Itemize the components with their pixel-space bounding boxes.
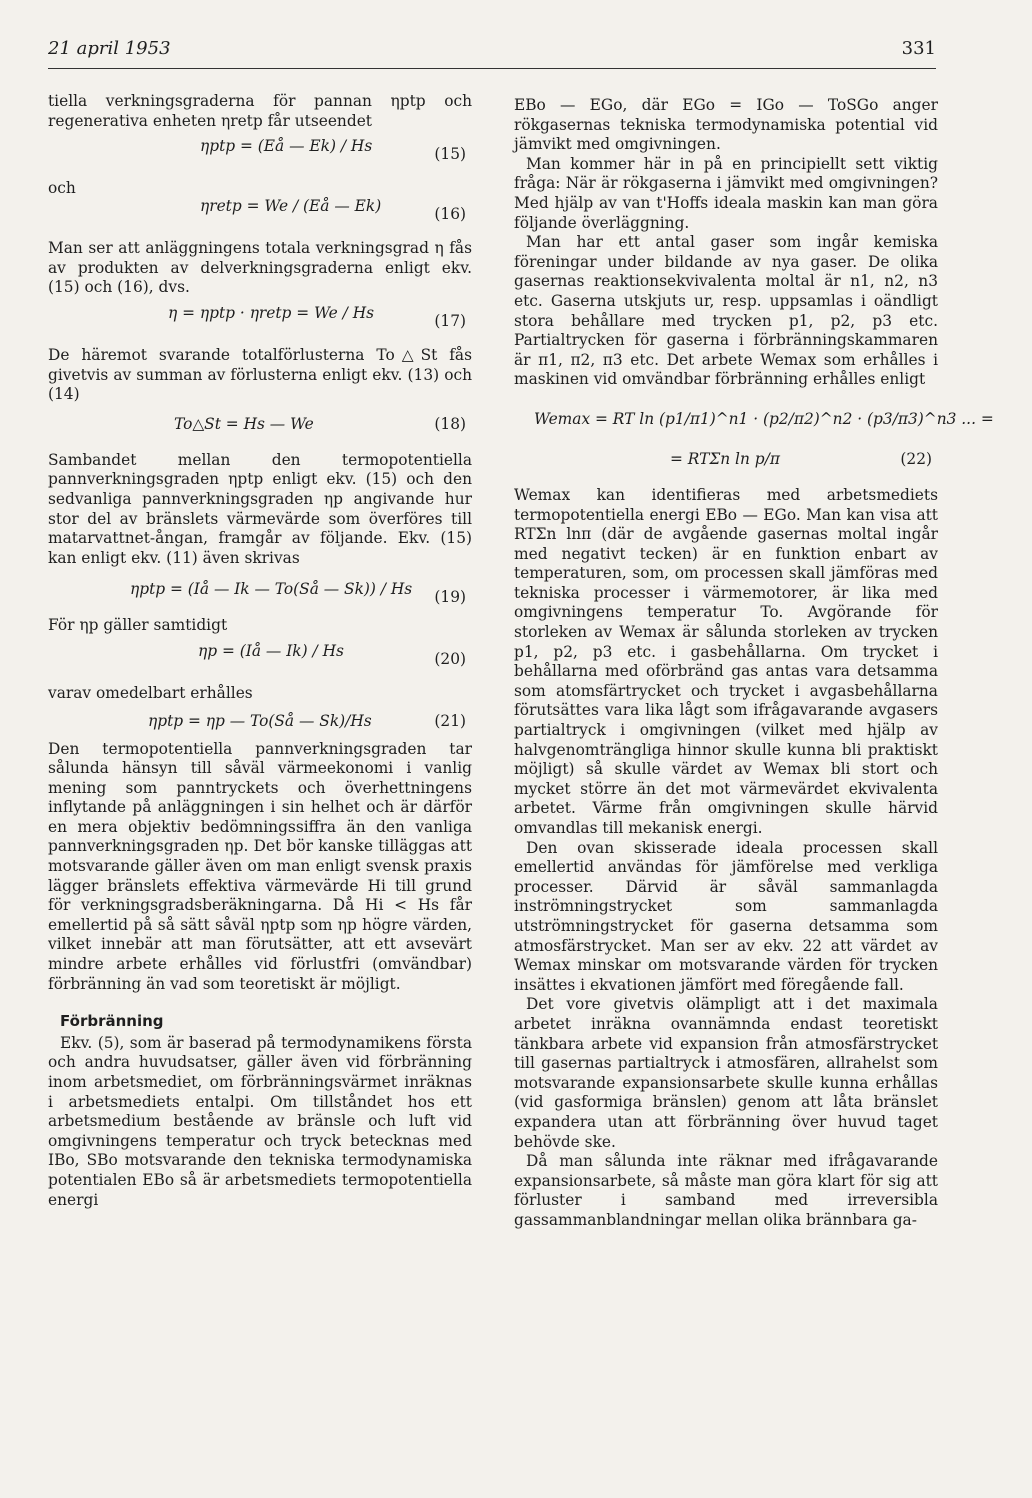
paragraph: Det vore givetvis olämpligt att i det maximala arbetet inräkna ovannämnda endast teoretiskt tänkbara arbete vid expansion från atmosfärstrycket till gasernas partialtryck i atmosfären, allrahelst som motsvarande expansionsarbete skulle kunna erhållas (vid gasformiga bränslen) genom att låta bränslet expandera utan att förbränning över huvud taget behövde ske. bbox=[514, 995, 938, 1151]
equation-22-line-2 bbox=[514, 444, 938, 484]
right-column bbox=[514, 96, 994, 1230]
equation-expression: η = ηptp · ηretp = We / Hs bbox=[168, 303, 375, 322]
equation-expression: To△St = Hs — We bbox=[174, 414, 314, 433]
equation-expression: ηptp = ηp — To(Så — Sk)/Hs bbox=[148, 711, 372, 730]
equation-number: (16) bbox=[434, 205, 466, 224]
paragraph: Då man sålunda inte räknar med ifrågavarande expansionsarbete, så måste man göra klart för sig att förluster i samband med irreversibla gassammanblandningar mellan olika brännbara ga- bbox=[514, 1152, 938, 1229]
paragraph: De häremot svarande totalförlusterna To△St fås givetvis av summan av förlusterna enligt ekv. (13) och (14) bbox=[48, 345, 472, 404]
paragraph: Man har ett antal gaser som ingår kemiska föreningar under bildande av nya gaser. De olika gasernas reaktionsekvivalenta moltal är n1, n2, n3 etc. Gaserna utskjuts ur, resp. uppsamlas i oändligt stora behållare med trycken p1, p2, p3 etc. Partialtrycken för gaserna i förbränningskammaren är π1, π2, π3 etc. Det arbete Wemax som erhålles i maskinen vid omvändbar förbränning erhålles enligt bbox=[514, 233, 938, 389]
section-heading: Förbränning bbox=[60, 1012, 164, 1031]
paragraph: varav omedelbart erhålles bbox=[48, 683, 253, 702]
equation-expression: ηretp = We / (Eå — Ek) bbox=[200, 197, 382, 216]
paragraph: Ekv. (5), som är baserad på termodynamikens första och andra huvudsatser, gäller även vid förbränning inom arbetsmediet, om förbränningsvärmet inräknas i arbetsmediets entalpi. Om tillståndet hos ett arbetsmedium bestående av bränsle och luft vid omgivningens temperatur och tryck betecknas med IBo, SBo motsvarande den tekniska termodynamiska potentialen EBo så är arbetsmediets termopotentiella energi bbox=[48, 1033, 472, 1209]
equation-18 bbox=[48, 407, 472, 443]
equation-22-line-1 bbox=[514, 402, 994, 442]
equation-expression: ηp = (Iå — Ik) / Hs bbox=[198, 641, 344, 660]
equation-expression: ηptp = (Eå — Ek) / Hs bbox=[200, 137, 373, 156]
paragraph: tiella verkningsgraderna för pannan ηptp och regenerativa enheten ηretp får utseendet bbox=[48, 92, 472, 130]
page-header bbox=[48, 38, 936, 66]
paragraph: Man ser att anläggningens totala verkningsgrad η fås av produkten av delverkningsgraderna enligt ekv. (15) och (16), dvs. bbox=[48, 239, 472, 297]
equation-17 bbox=[48, 300, 472, 344]
paragraph: Wemax kan identifieras med arbetsmediets termopotentiella energi EBo — EGo. Man kan visa att RTΣn lnπ (där de avgående gasernas moltal ingår med negativt tecken) är en funktion enbart av temperaturen, som, om processen skall jämföras med tekniska processer i värmemotorer, är lika med omgivningens temperatur To. Avgörande för storleken av Wemax är sålunda storleken av trycken p1, p2, p3 etc. i gasbehållarna. Om trycket i behållarna med oförbränd gas antas vara detsamma som atomsfärtrycket och trycket i avgasbehållarna förutsättes vara lika lågt som ifrågavarande avgasers partialtryck i omgivningen (vilket med hjälp av halvgenomträngliga hinnor skulle kunna bli praktiskt möjligt) så skulle värdet av Wemax bli stort och mycket större än det mot värmevärdet ekvivalenta arbetet. Värme från omgivningen skulle härvid omvandlas till mekanisk energi. bbox=[514, 485, 938, 837]
equation-number: (22) bbox=[900, 449, 932, 468]
paragraph: EBo — EGo, där EGo = IGo — ToSGo anger rökgasernas tekniska termodynamiska potential vid jämvikt med omgivningen. bbox=[514, 96, 938, 154]
och-label: och bbox=[48, 179, 76, 198]
equation-15 bbox=[48, 133, 472, 177]
paragraph: Den termopotentiella pannverkningsgraden tar sålunda hänsyn till såväl värmeekonomi i vanlig mening som panntryckets och överhettningens inflytande på anläggningen i sin helhet och är därför en mera objektiv bedömningssiffra än den vanliga pannverkningsgraden ηp. Det bör kanske tilläggas att motsvarande gäller även om man enligt svensk praxis lägger bränslets effektiva värmevärde Hi till grund för verkningsgradsberäkningarna. Då Hi < Hs får emellertid på så sätt såväl ηptp som ηp högre värden, vilket innebär att man förutsätter, att ett avsevärt mindre arbete erhålles vid förlustfri (omvändbar) förbränning än vad som teoretiskt är möjligt. bbox=[48, 739, 472, 993]
equation-21 bbox=[48, 706, 472, 738]
equation-number: (19) bbox=[434, 588, 466, 607]
paragraph: För ηp gäller samtidigt bbox=[48, 616, 228, 635]
equation-number: (18) bbox=[434, 414, 466, 433]
left-column bbox=[48, 92, 472, 1210]
paragraph: Man kommer här in på en principiellt sett viktig fråga: När är rökgaserna i jämvikt med omgivningen? Med hjälp av van t'Hoffs ideala maskin kan man göra följande överläggning. bbox=[514, 154, 938, 232]
equation-expression: = RTΣn ln p/π bbox=[670, 449, 780, 468]
header-rule bbox=[48, 68, 936, 69]
equation-19 bbox=[48, 570, 472, 614]
issue-date: 21 april 1953 bbox=[48, 38, 171, 59]
page-number: 331 bbox=[901, 38, 936, 59]
equation-number: (20) bbox=[434, 649, 466, 668]
equation-expression: ηptp = (Iå — Ik — To(Så — Sk)) / Hs bbox=[130, 580, 413, 599]
paragraph: Sambandet mellan den termopotentiella pannverkningsgraden ηptp enligt ekv. (15) och den sedvanliga pannverkningsgraden ηp angivande hur stor del av bränslets värmevärde som överföres till matarvattnet-ångan, framgår av följande. Ekv. (15) kan enligt ekv. (11) även skrivas bbox=[48, 450, 472, 567]
equation-16 bbox=[48, 179, 472, 223]
equation-number: (17) bbox=[434, 311, 466, 330]
paragraph: Den ovan skisserade ideala processen skall emellertid användas för jämförelse med verkliga processer. Därvid är såväl sammanlagda inströmningstrycket som sammanlagda utströmningstrycket för gaserna detsamma som atmosfärstrycket. Man ser av ekv. 22 att värdet av Wemax minskar om motsvarande värden för trycken insättes i ekvationen jämfört med föregående fall. bbox=[514, 838, 938, 994]
equation-expression: Wemax = RT ln (p1/π1)^n1 · (p2/π2)^n2 · (p3/π3)^n3 ... = bbox=[534, 409, 994, 428]
equation-number: (15) bbox=[434, 145, 466, 164]
equation-number: (21) bbox=[434, 711, 466, 730]
equation-20 bbox=[48, 638, 472, 682]
